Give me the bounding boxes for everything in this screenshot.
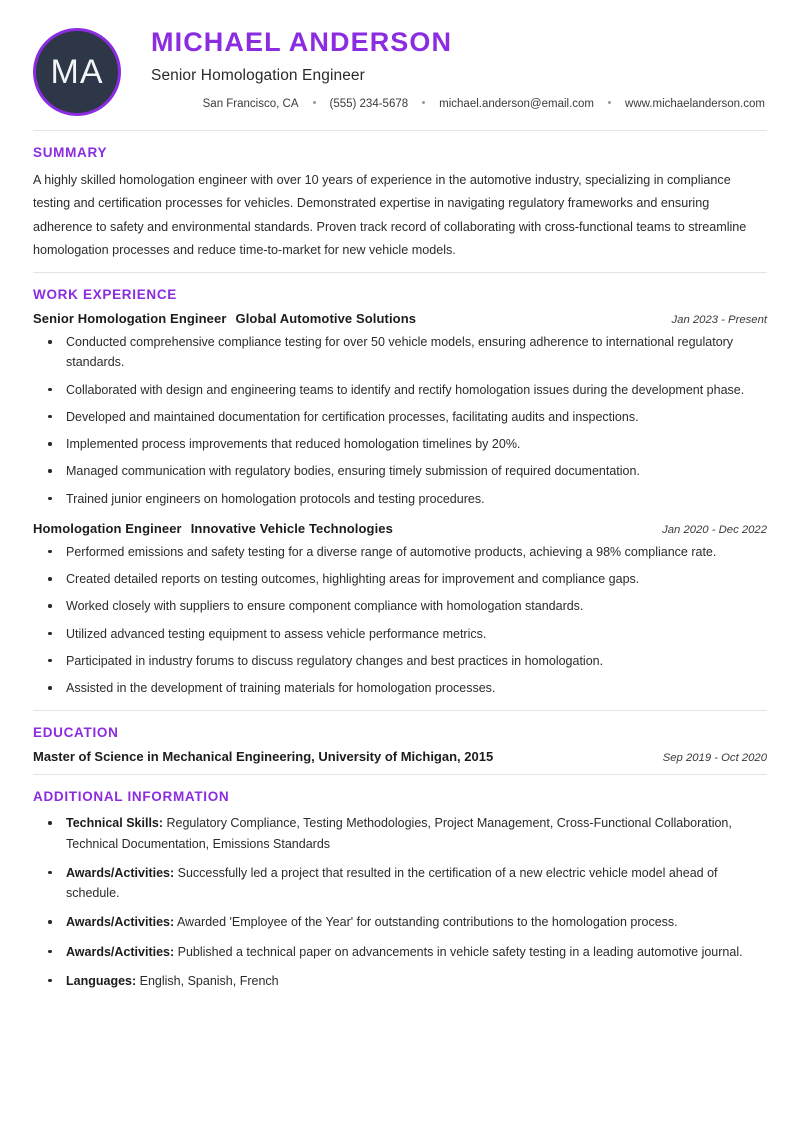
avatar-container — [33, 22, 129, 116]
experience-date: Jan 2023 - Present — [671, 314, 767, 327]
section-summary — [33, 130, 767, 262]
additional-text: Regulatory Compliance, Testing Methodologies, Project Management, Cross-Functional Collaboration, Technical Documentation, Emissions Standards — [66, 816, 732, 851]
list-item: Performed emissions and safety testing for a diverse range of automotive products, achieving a 98% compliance rate. — [33, 542, 767, 562]
education-degree: Master of Science in Mechanical Engineering, University of Michigan, 2015 — [33, 749, 494, 765]
experience-bullet-list — [33, 542, 767, 699]
additional-label: Languages: — [66, 973, 137, 988]
list-item: Managed communication with regulatory bodies, ensuring timely submission of required documentation. — [33, 461, 767, 481]
additional-text: Awarded 'Employee of the Year' for outstanding contributions to the homologation process. — [174, 915, 678, 930]
additional-text: Published a technical paper on advancements in vehicle safety testing in a leading automotive journal. — [174, 944, 743, 959]
contact-line — [151, 98, 767, 110]
list-item: Created detailed reports on testing outcomes, highlighting areas for improvement and compliance gaps. — [33, 569, 767, 589]
separator-dot-icon — [608, 101, 611, 104]
additional-label: Awards/Activities: — [66, 915, 175, 930]
experience-company: Innovative Vehicle Technologies — [190, 520, 393, 536]
experience-header — [33, 311, 767, 326]
experience-header — [33, 521, 767, 536]
section-additional-information — [33, 774, 767, 991]
additional-text: English, Spanish, French — [136, 973, 279, 988]
experience-entry — [33, 311, 767, 509]
experience-entry — [33, 521, 767, 699]
education-entry — [33, 749, 767, 764]
section-work-experience — [33, 272, 767, 698]
list-item — [33, 971, 767, 991]
section-education — [33, 710, 767, 764]
page-title: MICHAEL ANDERSON — [151, 27, 453, 57]
list-item: Assisted in the development of training materials for homologation processes. — [33, 678, 767, 698]
list-item — [33, 813, 767, 854]
list-item: Implemented process improvements that reduced homologation timelines by 20%. — [33, 434, 767, 454]
separator-dot-icon — [313, 101, 316, 104]
section-title-summary: SUMMARY — [33, 145, 108, 160]
experience-date: Jan 2020 - Dec 2022 — [662, 523, 767, 536]
experience-role: Senior Homologation Engineer — [33, 311, 227, 327]
list-item: Conducted comprehensive compliance testing for over 50 vehicle models, ensuring adherence to international regulatory standards. — [33, 332, 767, 373]
experience-bullet-list — [33, 332, 767, 509]
header-details — [129, 22, 767, 110]
experience-role: Homologation Engineer — [33, 520, 182, 536]
list-item: Developed and maintained documentation for certification processes, facilitating audits and inspections. — [33, 407, 767, 427]
summary-text: A highly skilled homologation engineer with over 10 years of experience in the automotive industry, specializing in compliance testing and certification processes for vehicles. Demonstrated expertise in navigating regulatory frameworks and ensuring adherence to safety and environmental standards. Proven track record of collaborating with cross-functional teams to streamline homologation processes and reduce time-to-market for new vehicle models. — [33, 173, 747, 257]
list-item: Worked closely with suppliers to ensure component compliance with homologation standards. — [33, 596, 767, 616]
header-job-title: Senior Homologation Engineer — [151, 66, 365, 84]
additional-list — [33, 813, 767, 991]
additional-label: Awards/Activities: — [66, 865, 175, 880]
education-date: Sep 2019 - Oct 2020 — [662, 752, 767, 765]
separator-dot-icon — [422, 101, 425, 104]
section-title-additional-information: ADDITIONAL INFORMATION — [33, 789, 230, 805]
experience-role-company — [33, 521, 393, 536]
contact-location: San Francisco, CA — [202, 97, 299, 110]
section-title-education: EDUCATION — [33, 725, 119, 741]
section-title-work-experience: WORK EXPERIENCE — [33, 287, 178, 303]
contact-website[interactable]: www.michaelanderson.com — [625, 97, 765, 110]
list-item: Participated in industry forums to discuss regulatory changes and best practices in homologation. — [33, 651, 767, 671]
resume-header — [33, 0, 767, 128]
avatar: MA — [33, 28, 121, 116]
experience-company: Global Automotive Solutions — [235, 311, 417, 327]
additional-label: Awards/Activities: — [66, 944, 175, 959]
list-item — [33, 912, 767, 932]
additional-text: Successfully led a project that resulted in the certification of a new electric vehicle model ahead of schedule. — [66, 865, 718, 901]
contact-phone: (555) 234-5678 — [329, 97, 409, 110]
list-item: Trained junior engineers on homologation protocols and testing procedures. — [33, 489, 767, 509]
contact-email[interactable]: michael.anderson@email.com — [439, 97, 595, 110]
list-item: Collaborated with design and engineering teams to identify and rectify homologation issues during the development phase. — [33, 380, 767, 400]
additional-label: Technical Skills: — [66, 816, 164, 831]
list-item: Utilized advanced testing equipment to assess vehicle performance metrics. — [33, 624, 767, 644]
list-item — [33, 942, 767, 962]
experience-role-company — [33, 311, 416, 326]
list-item — [33, 863, 767, 904]
page-bottom-spacer — [33, 1000, 767, 1070]
